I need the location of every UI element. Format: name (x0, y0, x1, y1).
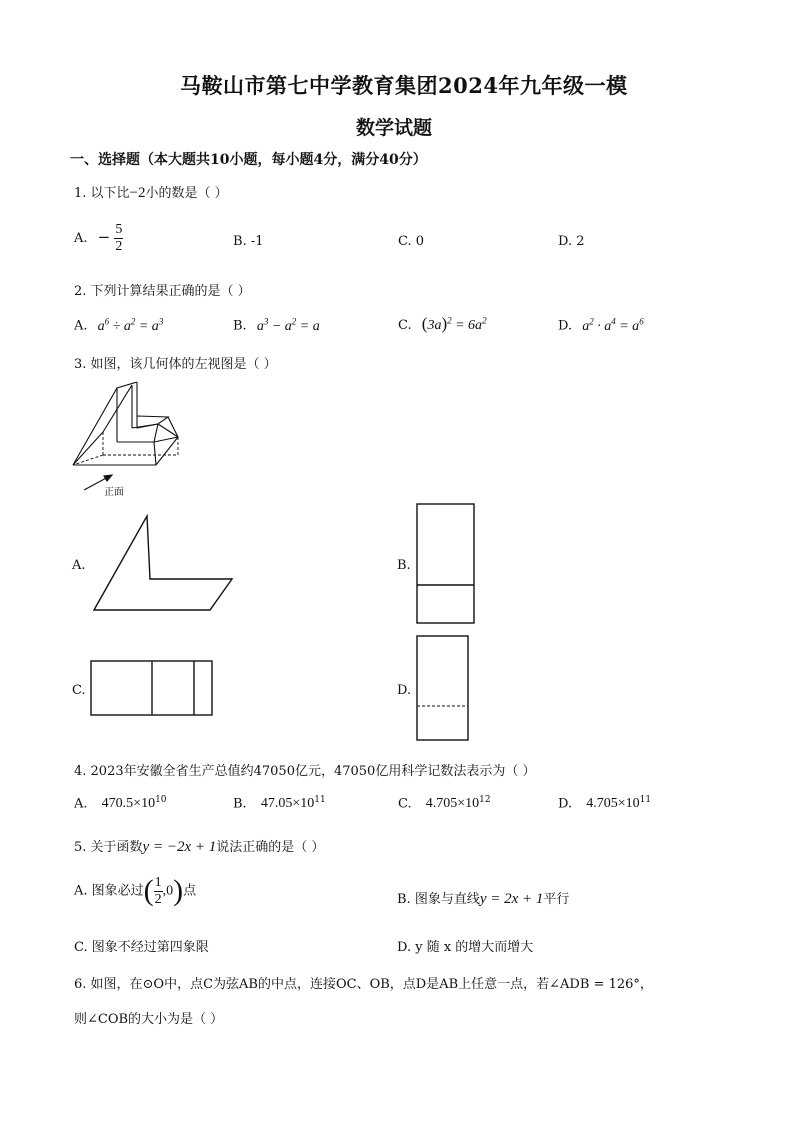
q5-a-post: 点 (183, 883, 197, 899)
q5-stem-post: 说法正确的是（ ） (216, 840, 325, 855)
q3-option-d-figure[interactable] (416, 635, 470, 742)
q5-a-lparen: ( (143, 874, 154, 907)
q5-a-pre: A. 图象必过 (74, 883, 144, 899)
q4-option-d[interactable] (558, 795, 651, 812)
q1-a-fraction (114, 222, 123, 255)
q4-option-c[interactable] (398, 795, 491, 812)
q1-option-b[interactable]: B. -1 (233, 234, 264, 249)
q4-d-label: D. (558, 796, 573, 812)
q2-option-a[interactable] (74, 316, 163, 335)
question-6-line-2: 则∠COB的大小为是（ ） (74, 1012, 224, 1027)
q4-a-exponent: 10 (155, 795, 167, 805)
q1-option-d[interactable]: D. 2 (558, 234, 585, 249)
solid-figure (70, 380, 190, 500)
q3-option-d-label[interactable]: D. (397, 683, 412, 698)
q5-a-numerator: 1 (154, 874, 162, 890)
q5-a-rparen: ) (173, 874, 184, 907)
q2-d-label: D. (558, 318, 573, 334)
q1-stem-post: 小的数是（ ） (145, 186, 228, 201)
q4-b-label: B. (233, 796, 247, 812)
q3-option-a-label[interactable]: A. (72, 558, 86, 573)
q1-a-numerator: 5 (115, 222, 123, 237)
q1-option-a[interactable] (74, 222, 123, 255)
exam-subtitle: 数学试题 (356, 117, 433, 139)
q1-a-denominator: 2 (115, 239, 123, 254)
q5-a-tail: ,0 (162, 883, 174, 899)
q5-b-post: 平行 (543, 892, 570, 907)
question-3-stem: 3. 如图，该几何体的左视图是（ ） (74, 357, 277, 372)
q5-stem-expr: y = −2x + 1 (142, 839, 217, 855)
q4-c-mantissa: 4.705×10 (425, 796, 480, 812)
q2-b-expr: $a^3 - a^2 = a$ (256, 316, 320, 334)
section-heading: 一、选择题（本大题共10小题，每小题4分，满分40分） (70, 152, 427, 168)
q2-b-label: B. (233, 318, 247, 334)
question-2-stem: 2. 下列计算结果正确的是（ ） (74, 284, 251, 299)
q4-b-mantissa: 47.05×10 (260, 796, 315, 812)
question-4-stem: 4. 2023年安徽全省生产总值约47050亿元，47050亿用科学记数法表示为（ ） (74, 764, 536, 779)
question-6-line-1: 6. 如图，在⊙O中，点C为弦AB的中点，连接OC、OB，点D是AB上任意一点，若∠ADB = 126°， (74, 977, 653, 992)
q1-a-label: A. (74, 231, 88, 246)
q5-b-pre: B. 图象与直线 (397, 892, 480, 907)
q4-c-exponent: 12 (479, 795, 491, 805)
q5-option-c[interactable]: C. 图象不经过第四象限 (74, 940, 209, 955)
q2-d-expr: $a^2 \cdot a^4 = a^6$ (582, 316, 644, 334)
q3-option-b-figure[interactable] (416, 503, 476, 625)
q2-option-b[interactable] (233, 316, 320, 335)
q1-stem-pre: 1. 以下比 (74, 186, 130, 201)
q4-a-mantissa: 470.5×10 (101, 796, 156, 812)
q3-option-b-label[interactable]: B. (397, 558, 411, 573)
q3-option-a-figure[interactable] (92, 514, 234, 612)
q4-option-a[interactable] (74, 795, 167, 812)
front-label: 正面 (104, 487, 124, 498)
q4-d-exponent: 11 (639, 795, 652, 805)
question-5-stem (74, 836, 324, 856)
q5-stem-pre: 5. 关于函数 (74, 840, 143, 855)
q5-a-fraction (154, 875, 163, 908)
q5-option-a[interactable] (74, 874, 196, 908)
q4-b-exponent: 11 (314, 795, 326, 805)
q2-a-label: A. (74, 318, 88, 334)
q5-a-denominator: 2 (154, 891, 162, 907)
q2-option-d[interactable] (558, 316, 644, 335)
q1-a-sign: − (97, 228, 111, 246)
q1-stem-num: −2 (129, 185, 146, 201)
q5-b-expr: y = 2x + 1 (479, 891, 544, 907)
q5-option-b[interactable] (397, 888, 569, 908)
q4-c-label: C. (398, 796, 412, 812)
q4-a-label: A. (74, 796, 88, 812)
q3-option-c-label[interactable]: C. (72, 683, 86, 698)
q4-option-b[interactable] (233, 795, 326, 812)
question-1-stem (74, 182, 228, 202)
q2-a-expr: $a^6 \div a^2 = a^3$ (97, 316, 164, 334)
q5-option-d[interactable]: D. y 随 x 的增大而增大 (397, 940, 534, 955)
q2-c-label: C. (398, 318, 412, 333)
q1-option-c[interactable]: C. 0 (398, 234, 425, 249)
exam-title: 马鞍山市第七中学教育集团2024年九年级一模 (180, 73, 628, 98)
q2-c-expr: $(3a)^2 = 6a^2$ (421, 314, 487, 333)
q2-option-c[interactable] (398, 314, 487, 334)
q3-option-c-figure[interactable] (90, 660, 214, 717)
q4-d-mantissa: 4.705×10 (586, 796, 640, 812)
